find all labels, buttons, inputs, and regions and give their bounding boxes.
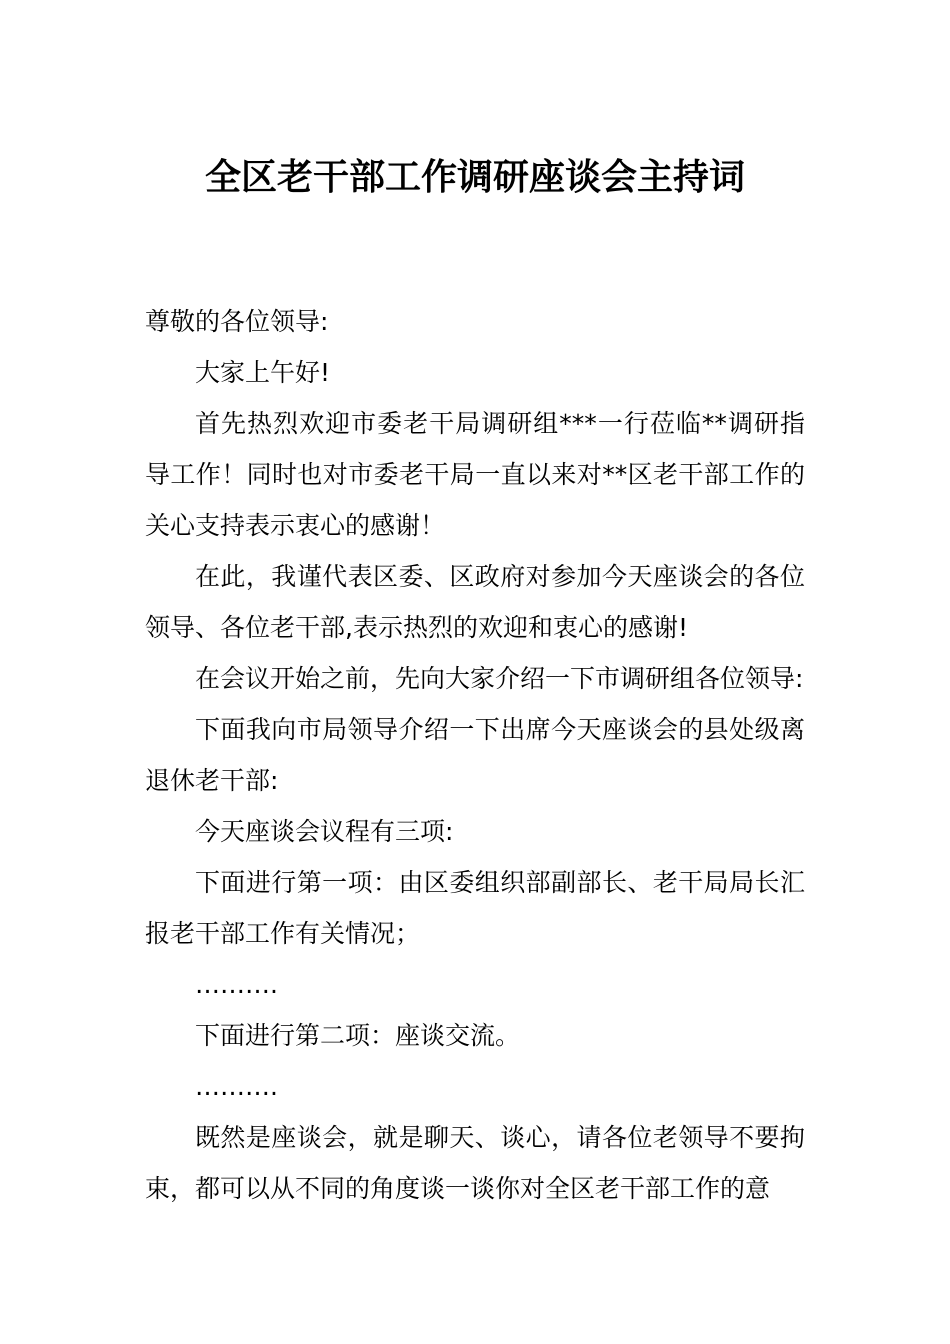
paragraph-thanks: 在此，我谨代表区委、区政府对参加今天座谈会的各位领导、各位老干部,表示热烈的欢迎和衷心的感谢! — [145, 562, 805, 642]
paragraph-discussion: 既然是座谈会，就是聊天、谈心，请各位老领导不要拘束，都可以从不同的角度谈一谈你对全区老干部工作的意 — [145, 1123, 805, 1203]
paragraph-welcome: 首先热烈欢迎市委老干局调研组***一行莅临**调研指导工作！同时也对市委老干局一直以来对**区老干部工作的关心支持表示衷心的感谢！ — [145, 409, 805, 540]
paragraph-agenda: 今天座谈会议程有三项: — [195, 817, 454, 846]
document-body — [145, 296, 805, 1214]
paragraph-item-one: 下面进行第一项：由区委组织部副部长、老干局局长汇报老干部工作有关情况； — [145, 868, 805, 948]
salutation: 尊敬的各位领导: — [145, 307, 329, 336]
paragraph-greeting: 大家上午好! — [195, 358, 331, 387]
paragraph-ellipsis: ………. — [195, 1072, 278, 1101]
paragraph-ellipsis: ………. — [195, 970, 278, 999]
document-title: 全区老干部工作调研座谈会主持词 — [204, 157, 745, 198]
paragraph-intro-retirees: 下面我向市局领导介绍一下出席今天座谈会的县处级离退休老干部: — [145, 715, 805, 795]
paragraph-item-two: 下面进行第二项：座谈交流。 — [195, 1021, 521, 1050]
paragraph-intro-city-team: 在会议开始之前，先向大家介绍一下市调研组各位领导: — [195, 664, 804, 693]
